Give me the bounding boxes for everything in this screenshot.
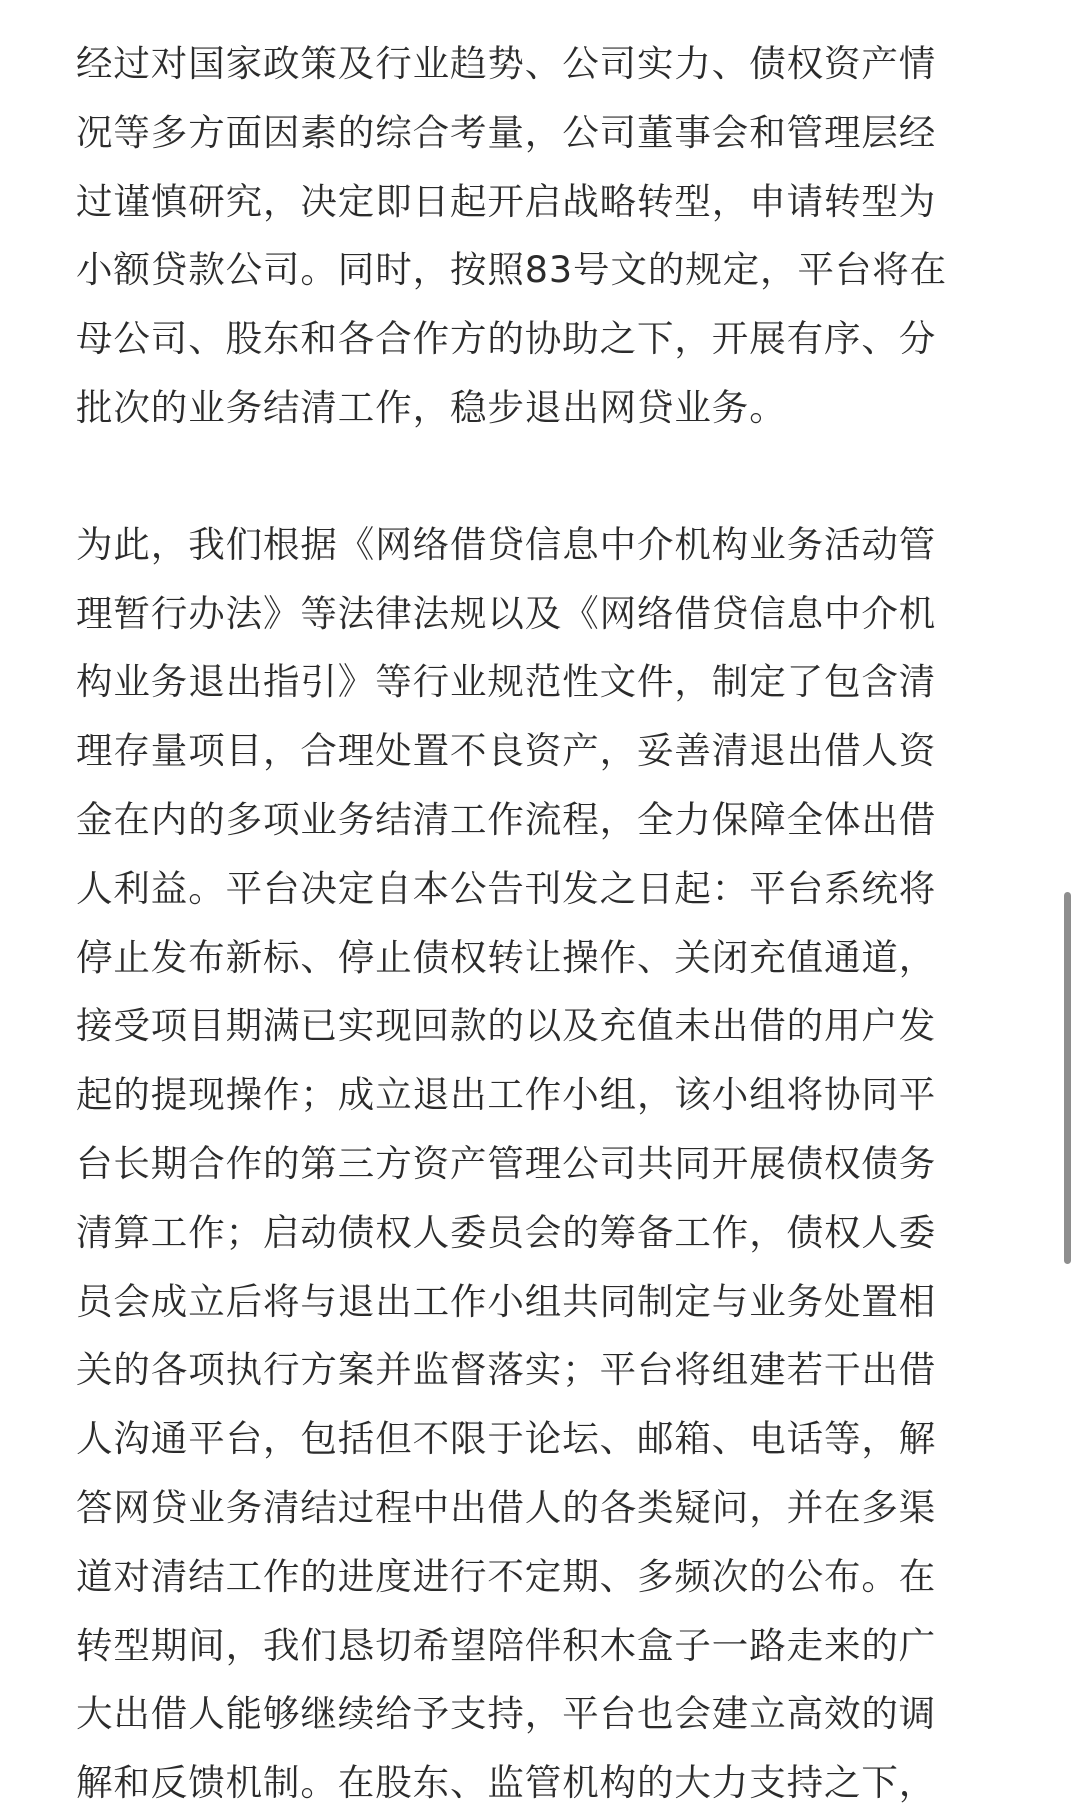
text-line: 况等多方面因素的综合考量，公司董事会和管理层经 bbox=[76, 110, 937, 154]
text-line: 答网贷业务清结过程中出借人的各类疑问，并在多渠 bbox=[76, 1485, 937, 1529]
text-line: 接受项目期满已实现回款的以及充值未出借的用户发 bbox=[76, 1004, 937, 1048]
text-line: 批次的业务结清工作，稳步退出网贷业务。 bbox=[76, 385, 787, 429]
text-line: 理存量项目，合理处置不良资产，妥善清退出借人资 bbox=[76, 729, 937, 773]
text-line: 停止发布新标、停止债权转让操作、关闭充值通道， bbox=[76, 935, 937, 979]
text-line: 小额贷款公司。同时，按照83号文的规定，平台将在 bbox=[76, 248, 948, 292]
text-line: 过谨慎研究，决定即日起开启战略转型，申请转型为 bbox=[76, 179, 937, 223]
text-line: 金在内的多项业务结清工作流程，全力保障全体出借 bbox=[76, 797, 937, 841]
text-line: 转型期间，我们恳切希望陪伴积木盒子一路走来的广 bbox=[76, 1623, 937, 1667]
text-line: 清算工作；启动债权人委员会的筹备工作，债权人委 bbox=[76, 1210, 937, 1254]
paragraph-1 bbox=[76, 30, 986, 443]
text-line: 道对清结工作的进度进行不定期、多频次的公布。在 bbox=[76, 1554, 937, 1598]
text-line: 经过对国家政策及行业趋势、公司实力、债权资产情 bbox=[76, 42, 937, 85]
text-line: 员会成立后将与退出工作小组共同制定与业务处置相 bbox=[76, 1279, 937, 1323]
text-line: 理暂行办法》等法律法规以及《网络借贷信息中介机 bbox=[76, 591, 937, 635]
text-line: 构业务退出指引》等行业规范性文件，制定了包含清 bbox=[76, 660, 937, 704]
text-line: 母公司、股东和各合作方的协助之下，开展有序、分 bbox=[76, 317, 937, 361]
text-line: 为此，我们根据《网络借贷信息中介机构业务活动管 bbox=[76, 522, 937, 566]
text-line: 大出借人能够继续给予支持，平台也会建立高效的调 bbox=[76, 1692, 937, 1736]
text-line: 关的各项执行方案并监督落实；平台将组建若干出借 bbox=[76, 1348, 937, 1392]
text-line: 人利益。平台决定自本公告刊发之日起：平台系统将 bbox=[76, 866, 937, 910]
article-body bbox=[76, 30, 986, 1818]
paragraph-2 bbox=[76, 511, 986, 1818]
text-line: 人沟通平台，包括但不限于论坛、邮箱、电话等，解 bbox=[76, 1417, 937, 1461]
text-line: 起的提现操作；成立退出工作小组，该小组将协同平 bbox=[76, 1073, 937, 1117]
vertical-scrollbar[interactable] bbox=[1064, 892, 1071, 1264]
text-line: 解和反馈机制。在股东、监管机构的大力支持之下， bbox=[76, 1761, 937, 1805]
text-line: 台长期合作的第三方资产管理公司共同开展债权债务 bbox=[76, 1141, 937, 1185]
